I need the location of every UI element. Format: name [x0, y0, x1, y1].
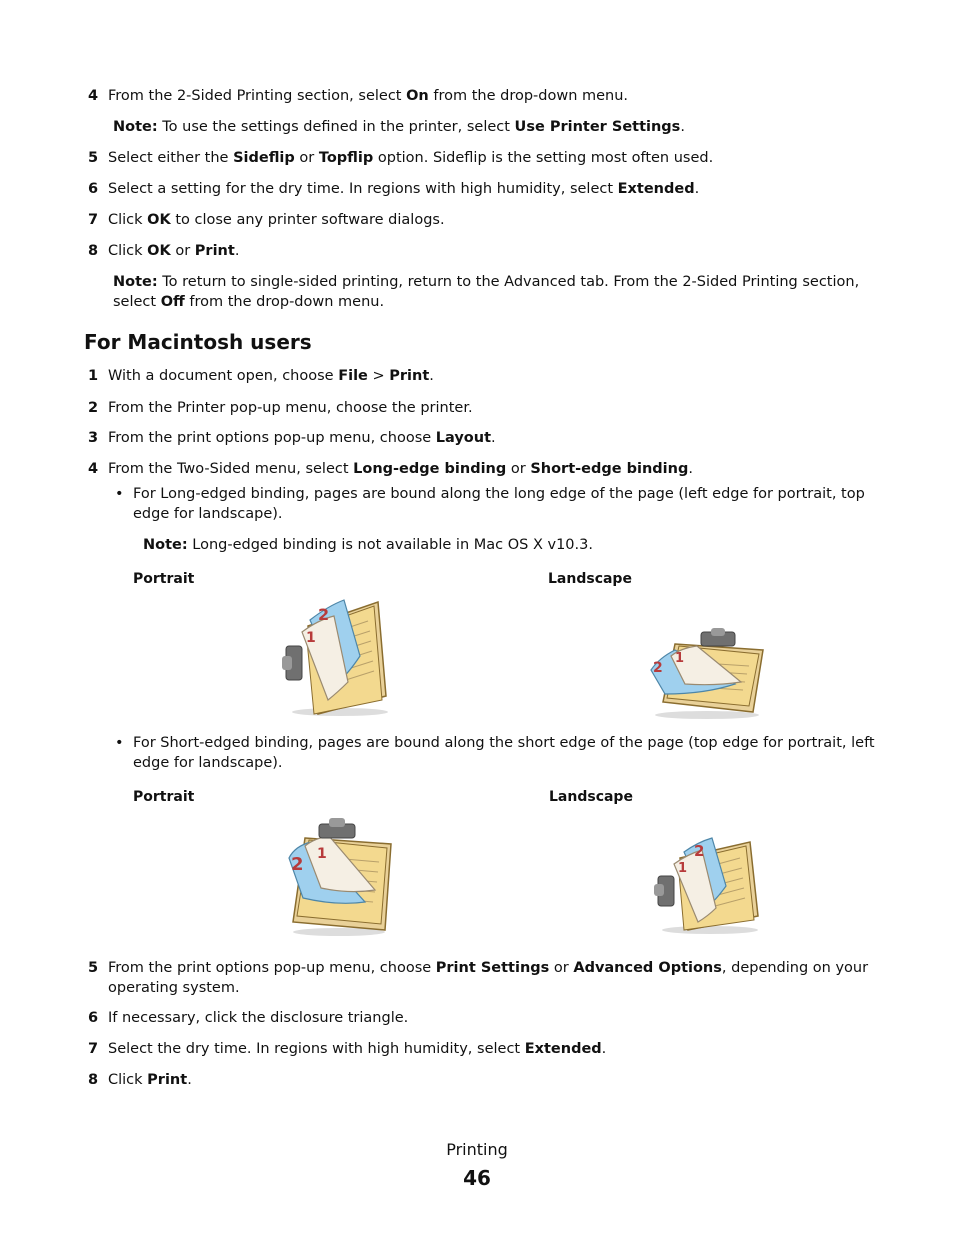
svg-text:2: 2 — [291, 854, 304, 875]
caption-portrait-long: Portrait — [133, 571, 195, 587]
svg-text:2: 2 — [318, 605, 330, 624]
svg-text:2: 2 — [653, 660, 663, 676]
caption-landscape-short: Landscape — [549, 789, 633, 805]
svg-text:1: 1 — [675, 651, 685, 666]
bullet-icon: • — [115, 735, 124, 751]
long-edge-portrait-illustration — [278, 596, 396, 718]
svg-text:2: 2 — [694, 842, 705, 860]
note-macos-103: Note: Long-edged binding is not available in Mac OS X v10.3. — [143, 537, 593, 553]
caption-landscape-long: Landscape — [548, 571, 632, 587]
svg-text:1: 1 — [317, 846, 327, 862]
svg-text:1: 1 — [678, 861, 688, 876]
note-printer-settings: Note: To use the settings defined in the printer, select Use Printer Settings. — [113, 119, 685, 135]
bullet-icon: • — [115, 486, 124, 502]
footer-section-title: Printing — [446, 1140, 508, 1159]
caption-portrait-short: Portrait — [133, 789, 195, 805]
long-edge-landscape-illustration — [645, 628, 767, 720]
short-edge-portrait-illustration — [283, 818, 395, 938]
svg-text:1: 1 — [306, 630, 316, 646]
note-single-sided: Note: To return to single-sided printing, return to the Advanced tab. From the 2-Sided Printing section, select Off from the drop-down menu. — [113, 274, 860, 310]
page-number: 46 — [463, 1166, 491, 1190]
short-edge-landscape-illustration — [650, 836, 764, 936]
section-heading: For Macintosh users — [84, 330, 312, 354]
